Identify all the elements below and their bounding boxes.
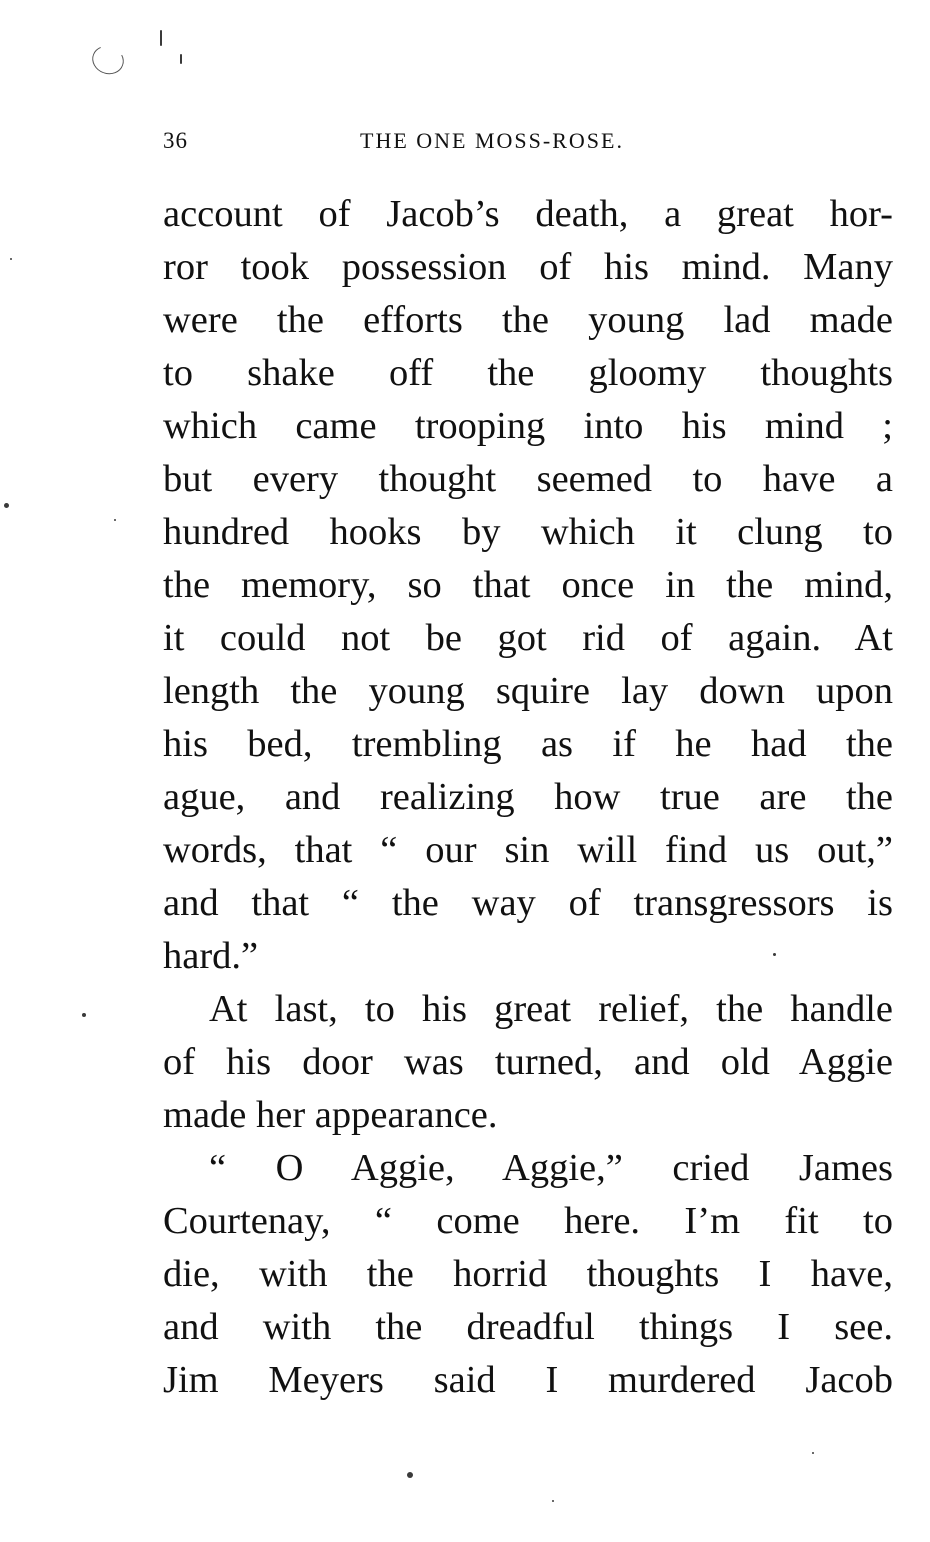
text-line: hundred hooks by which it clung to bbox=[163, 511, 893, 553]
scan-speck bbox=[160, 30, 162, 46]
page-number: 36 bbox=[163, 128, 188, 153]
scan-scrawl-mark bbox=[88, 41, 128, 78]
text-line: ague, and realizing how true are the bbox=[163, 776, 893, 818]
text-line: of his door was turned, and old Aggie bbox=[163, 1041, 893, 1083]
scan-speck bbox=[10, 258, 12, 260]
text-line: account of Jacob’s death, a great hor- bbox=[163, 193, 893, 235]
running-head: THE ONE MOSS-ROSE. bbox=[360, 128, 624, 153]
text-line-paragraph-start: “ O Aggie, Aggie,” cried James bbox=[209, 1147, 893, 1189]
text-line: and with the dreadful things I see. bbox=[163, 1306, 893, 1348]
scan-speck bbox=[114, 519, 116, 521]
text-line: to shake off the gloomy thoughts bbox=[163, 352, 893, 394]
scan-speck bbox=[4, 503, 9, 508]
text-line: it could not be got rid of again. At bbox=[163, 617, 893, 659]
text-line: but every thought seemed to have a bbox=[163, 458, 893, 500]
scan-speck bbox=[773, 953, 776, 956]
text-line: which came trooping into his mind ; bbox=[163, 405, 893, 447]
text-line: length the young squire lay down upon bbox=[163, 670, 893, 712]
text-line: the memory, so that once in the mind, bbox=[163, 564, 893, 606]
text-line: and that “ the way of transgressors is bbox=[163, 882, 893, 924]
text-line-paragraph-end: made her appearance. bbox=[163, 1094, 498, 1136]
scan-speck bbox=[812, 1452, 814, 1454]
text-line: ror took possession of his mind. Many bbox=[163, 246, 893, 288]
text-line: words, that “ our sin will find us out,” bbox=[163, 829, 893, 871]
text-line: Jim Meyers said I murdered Jacob bbox=[163, 1359, 893, 1401]
scan-speck bbox=[180, 54, 182, 64]
text-line: Courtenay, “ come here. I’m fit to bbox=[163, 1200, 893, 1242]
text-line-paragraph-start: At last, to his great relief, the handle bbox=[209, 988, 893, 1030]
scan-speck bbox=[82, 1013, 86, 1017]
scan-speck bbox=[552, 1500, 554, 1502]
page-header bbox=[163, 128, 698, 158]
scan-speck bbox=[407, 1472, 413, 1478]
text-line: were the efforts the young lad made bbox=[163, 299, 893, 341]
text-line: his bed, trembling as if he had the bbox=[163, 723, 893, 765]
text-line: die, with the horrid thoughts I have, bbox=[163, 1253, 893, 1295]
text-line-paragraph-end: hard.” bbox=[163, 935, 259, 977]
